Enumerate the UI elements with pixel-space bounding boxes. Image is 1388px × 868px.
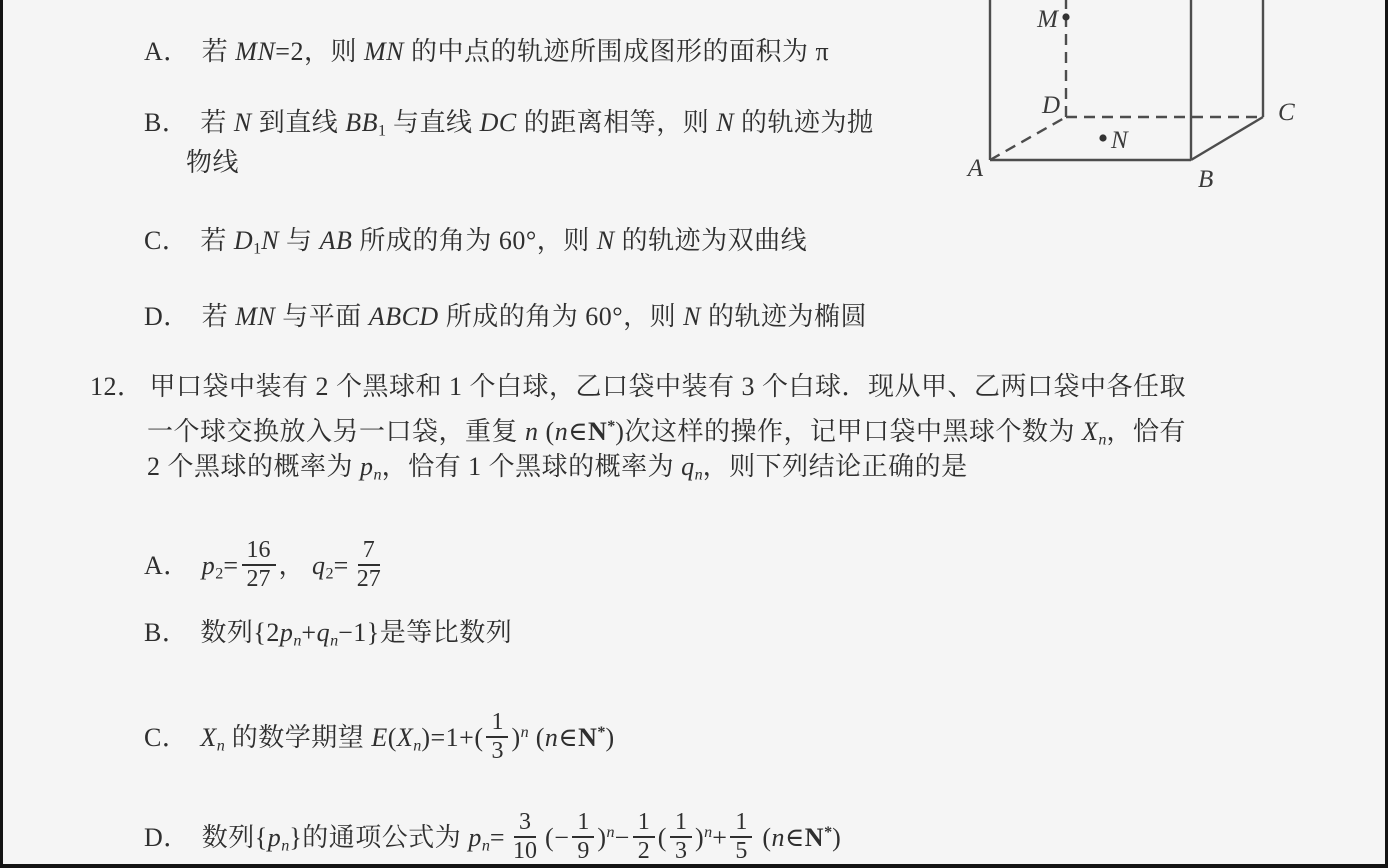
q12-stem-text-1: 甲口袋中装有 2 个黑球和 1 个白球，乙口袋中装有 3 个白球．现从甲、乙两口袋中各任取: [149, 372, 1187, 401]
option-d-text: 若 MN 与平面 ABCD 所成的角为 60°，则 N 的轨迹为椭圆: [201, 302, 867, 331]
q12-option-c-text: Xn 的数学期望 E(Xn)=1+( $\frac{1}{3}$ )$^n$ (n∈N*): [200, 709, 615, 764]
option-c-text: 若 D1N 与 AB 所成的角为 60°，则 N 的轨迹为双曲线: [200, 226, 808, 258]
frame-edge-left: [0, 0, 3, 868]
label-B: B: [1198, 166, 1214, 193]
q12-option-a-text: p2= $\frac{16}{27}$ ， q2= $\frac{7}{27}$: [201, 537, 381, 592]
q12-number: 12．: [90, 372, 144, 401]
edge-AD-hidden: [990, 117, 1066, 160]
label-N: N: [1111, 127, 1128, 154]
cuboid-figure: [952, 0, 1316, 198]
q12-option-b-text: 数列{2pn+qn−1}是等比数列: [200, 618, 513, 650]
label-A: A: [967, 155, 983, 182]
q12-stem-text-3: 2 个黑球的概率为 pn，恰有 1 个黑球的概率为 qn，则下列结论正确的是: [147, 452, 968, 484]
q11-option-b-line2: [186, 146, 239, 180]
option-letter-a: A．: [144, 37, 190, 66]
q12-option-c: [144, 709, 615, 768]
q12-stem-text-2: 一个球交换放入另一口袋，重复 n (n∈N*)次这样的操作，记甲口袋中黑球个数为 Xn，恰有: [147, 416, 1186, 449]
q11-option-d: [144, 300, 867, 334]
q12-stem-line1: [90, 370, 1186, 404]
option-letter-b: B．: [144, 108, 189, 137]
q12-option-d-text: 数列{pn}的通项公式为 pn= $\frac{3}{10}$ (− $\frac{1}{9}$ )$^n$− $\frac{1}{2}$ ( $\frac{1}{3}$ )$^n$+ $\frac{1}{5}$ (n∈N*): [201, 809, 842, 864]
q11-option-a: [144, 35, 829, 69]
label-D: D: [1041, 92, 1060, 119]
option-letter-b2: B．: [144, 618, 189, 647]
option-b-text-line1: 若 N 到直线 BB1 与直线 DC 的距离相等，则 N 的轨迹为抛: [200, 108, 874, 140]
option-letter-c: C．: [144, 226, 189, 255]
option-letter-a2: A．: [144, 550, 190, 580]
q12-stem-line3: [147, 450, 968, 493]
q11-option-c: [144, 224, 807, 267]
label-M: M: [1037, 6, 1058, 33]
point-M-dot: [1062, 13, 1069, 20]
point-N-dot: [1099, 134, 1106, 141]
q12-option-a: [144, 537, 389, 596]
q11-option-b: [144, 106, 874, 149]
edge-BC: [1191, 117, 1263, 160]
option-letter-c2: C．: [144, 722, 189, 752]
option-letter-d2: D．: [144, 822, 190, 852]
label-C: C: [1278, 99, 1295, 126]
q12-option-d: [144, 809, 842, 868]
option-letter-d: D．: [144, 302, 190, 331]
q12-option-b: [144, 616, 512, 659]
option-b-text-line2: 物线: [186, 148, 240, 177]
option-a-text: 若 MN=2，则 MN 的中点的轨迹所围成图形的面积为 π: [201, 37, 830, 66]
